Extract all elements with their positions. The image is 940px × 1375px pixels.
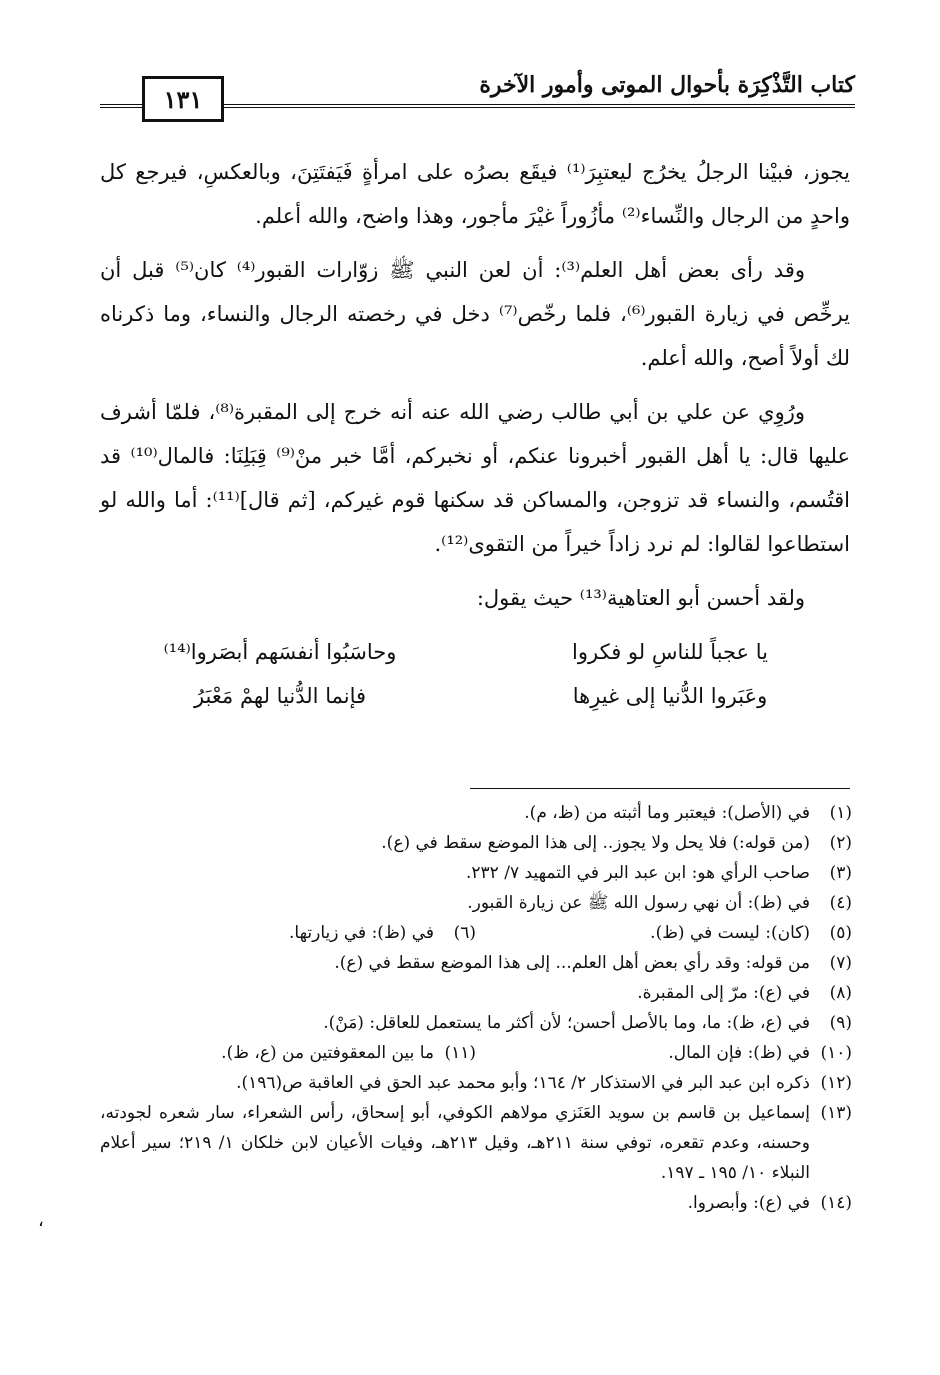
footnote-2 [100, 828, 852, 858]
footnote-number: (٣) [829, 863, 852, 883]
main-text [100, 150, 850, 718]
footnote-text: في (ظ): أن نهي رسول الله ﷺ عن زيارة القبور. [467, 893, 810, 913]
page-header [100, 58, 855, 120]
footnote-text: في (ع، ظ): ما، وما بالأصل أحسن؛ لأن أكثر ما يستعمل للعاقل: (مَنْ). [323, 1013, 810, 1033]
footnote-number: (٦) [453, 923, 476, 943]
footnote-6 [115, 918, 476, 948]
footnotes [100, 798, 852, 1218]
footnote-pair-10-11 [100, 1038, 852, 1068]
paragraph-4: ولقد أحسن أبو العتاهية⁽¹³⁾ حيث يقول: [476, 586, 805, 610]
footnote-number: (١٣) [820, 1103, 852, 1123]
footnote-11 [115, 1038, 476, 1068]
verse-2-first-hemistich: وعَبَروا الدُّنيا إلى غيرِها [572, 684, 768, 708]
running-title: كتاب التَّذْكِرَة بأحوال الموتى وأمور الآخرة [479, 72, 855, 98]
verse-1-first-hemistich: يا عجباً للناسِ لو فكروا [572, 640, 768, 664]
verse-1-second-hemistich: وحاسَبُوا أنفسَهم أبصَروا⁽¹⁴⁾ [163, 640, 397, 664]
footnote-separator [470, 788, 850, 789]
verse-2-second-hemistich: فإنما الدُّنيا لهمْ مَعْبَرُ [193, 684, 367, 708]
paragraph-3: ورُوِي عن علي بن أبي طالب رضي الله عنه أنه خرج إلى المقبرة⁽⁸⁾، فلمّا أشرف عليها قال: يا أهل القبور أخبرونا عنكم، أو نخبركم، أمَّا خبر منْ⁽⁹⁾ قِبَلِنَا: فالمال⁽¹⁰⁾ قد اقتُسم، والنساء قد تزوجن، والمساكن قد سكنها قوم غيركم، [ثم قال]⁽¹¹⁾: أما والله لو استطاعوا لقالوا: لم نرد زاداً خيراً من التقوى⁽¹²⁾. [100, 400, 851, 556]
footnote-number: (١٢) [820, 1073, 852, 1093]
footnote-4 [100, 888, 852, 918]
footnote-8 [100, 978, 852, 1008]
footnote-number: (٩) [829, 1013, 852, 1033]
page-number-box [142, 76, 224, 122]
footnote-13 [100, 1098, 852, 1188]
footnote-text: في (ظ): في زيارتها. [289, 923, 434, 943]
footnote-5 [476, 918, 852, 948]
footnote-12 [100, 1068, 852, 1098]
footnote-9 [100, 1008, 852, 1038]
footnote-1 [100, 798, 852, 828]
footnote-number: (١١) [444, 1043, 476, 1063]
footnote-number: (٥) [829, 923, 852, 943]
footnote-text: في (الأصل): فيعتبر وما أثبته من (ظ، م). [524, 803, 810, 823]
footnote-text: في (ع): وأبصروا. [687, 1193, 810, 1213]
footnote-text: من قوله: وقد رأي بعض أهل العلم... إلى هذا الموضع سقط في (ع). [334, 953, 810, 973]
footnote-text: ذكره ابن عبد البر في الاستذكار ٢/ ١٦٤؛ وأبو محمد عبد الحق في العاقبة ص(١٩٦). [236, 1073, 810, 1093]
verse-line-1 [100, 630, 850, 674]
paragraph-2: وقد رأى بعض أهل العلم⁽³⁾: أن لعن النبي ﷺ زوّارات القبور⁽⁴⁾ كان⁽⁵⁾ قبل أن يرخِّص في زيارة القبور⁽⁶⁾، فلما رخّص⁽⁷⁾ دخل في رخصته الرجال والنساء، وما ذكرناه لك أولاً أصح، والله أعلم. [100, 258, 851, 370]
footnote-7 [100, 948, 852, 978]
footnote-number: (٧) [829, 953, 852, 973]
footnote-number: (١٤) [820, 1193, 852, 1213]
footnote-10 [476, 1038, 852, 1068]
footnote-text: في (ظ): فإن المال. [668, 1043, 810, 1063]
footnote-text: (كان): ليست في (ظ). [650, 923, 810, 943]
footnote-number: (٨) [829, 983, 852, 1003]
footnote-number: (١٠) [820, 1043, 852, 1063]
footnote-3 [100, 858, 852, 888]
margin-mark: ، [38, 1210, 44, 1231]
footnote-text: إسماعيل بن قاسم بن سويد العَنَزي مولاهم الكوفي، أبو إسحاق، رأس الشعراء، سار شعره لجودته، وحسنه، وعدم تقعره، توفي سنة ٢١١هـ، وقيل ٢١٣هـ، وفيات الأعيان لابن خلكان ١/ ٢١٩؛ سير أعلام النبلاء ١٠/ ١٩٥ ـ ١٩٧. [100, 1103, 810, 1183]
footnote-text: في (ع): مرّ إلى المقبرة. [637, 983, 810, 1003]
paragraph-1: يجوز، فبيْنا الرجلُ يخرُج ليعتبِرَ⁽¹⁾ فيقَع بصرُه على امرأةٍ فَيَفتَتِنَ، وبالعكسِ، فيرجع كل واحدٍ من الرجال والنِّساء⁽²⁾ مأزُوراً غيْرَ مأجور، وهذا واضح، والله أعلم. [100, 160, 850, 228]
footnote-number: (١) [829, 803, 852, 823]
footnote-text: (من قوله:) فلا يحل ولا يجوز.. إلى هذا الموضع سقط في (ع). [381, 833, 810, 853]
verse-line-2 [100, 674, 850, 718]
footnote-number: (٤) [829, 893, 852, 913]
page-number: ١٣١ [163, 84, 203, 114]
footnote-14 [100, 1188, 852, 1218]
footnote-pair-5-6 [100, 918, 852, 948]
footnote-text: صاحب الرأي هو: ابن عبد البر في التمهيد ٧/ ٢٣٢. [466, 863, 810, 883]
footnote-number: (٢) [829, 833, 852, 853]
footnote-text: ما بين المعقوفتين من (ع، ظ). [221, 1043, 434, 1063]
